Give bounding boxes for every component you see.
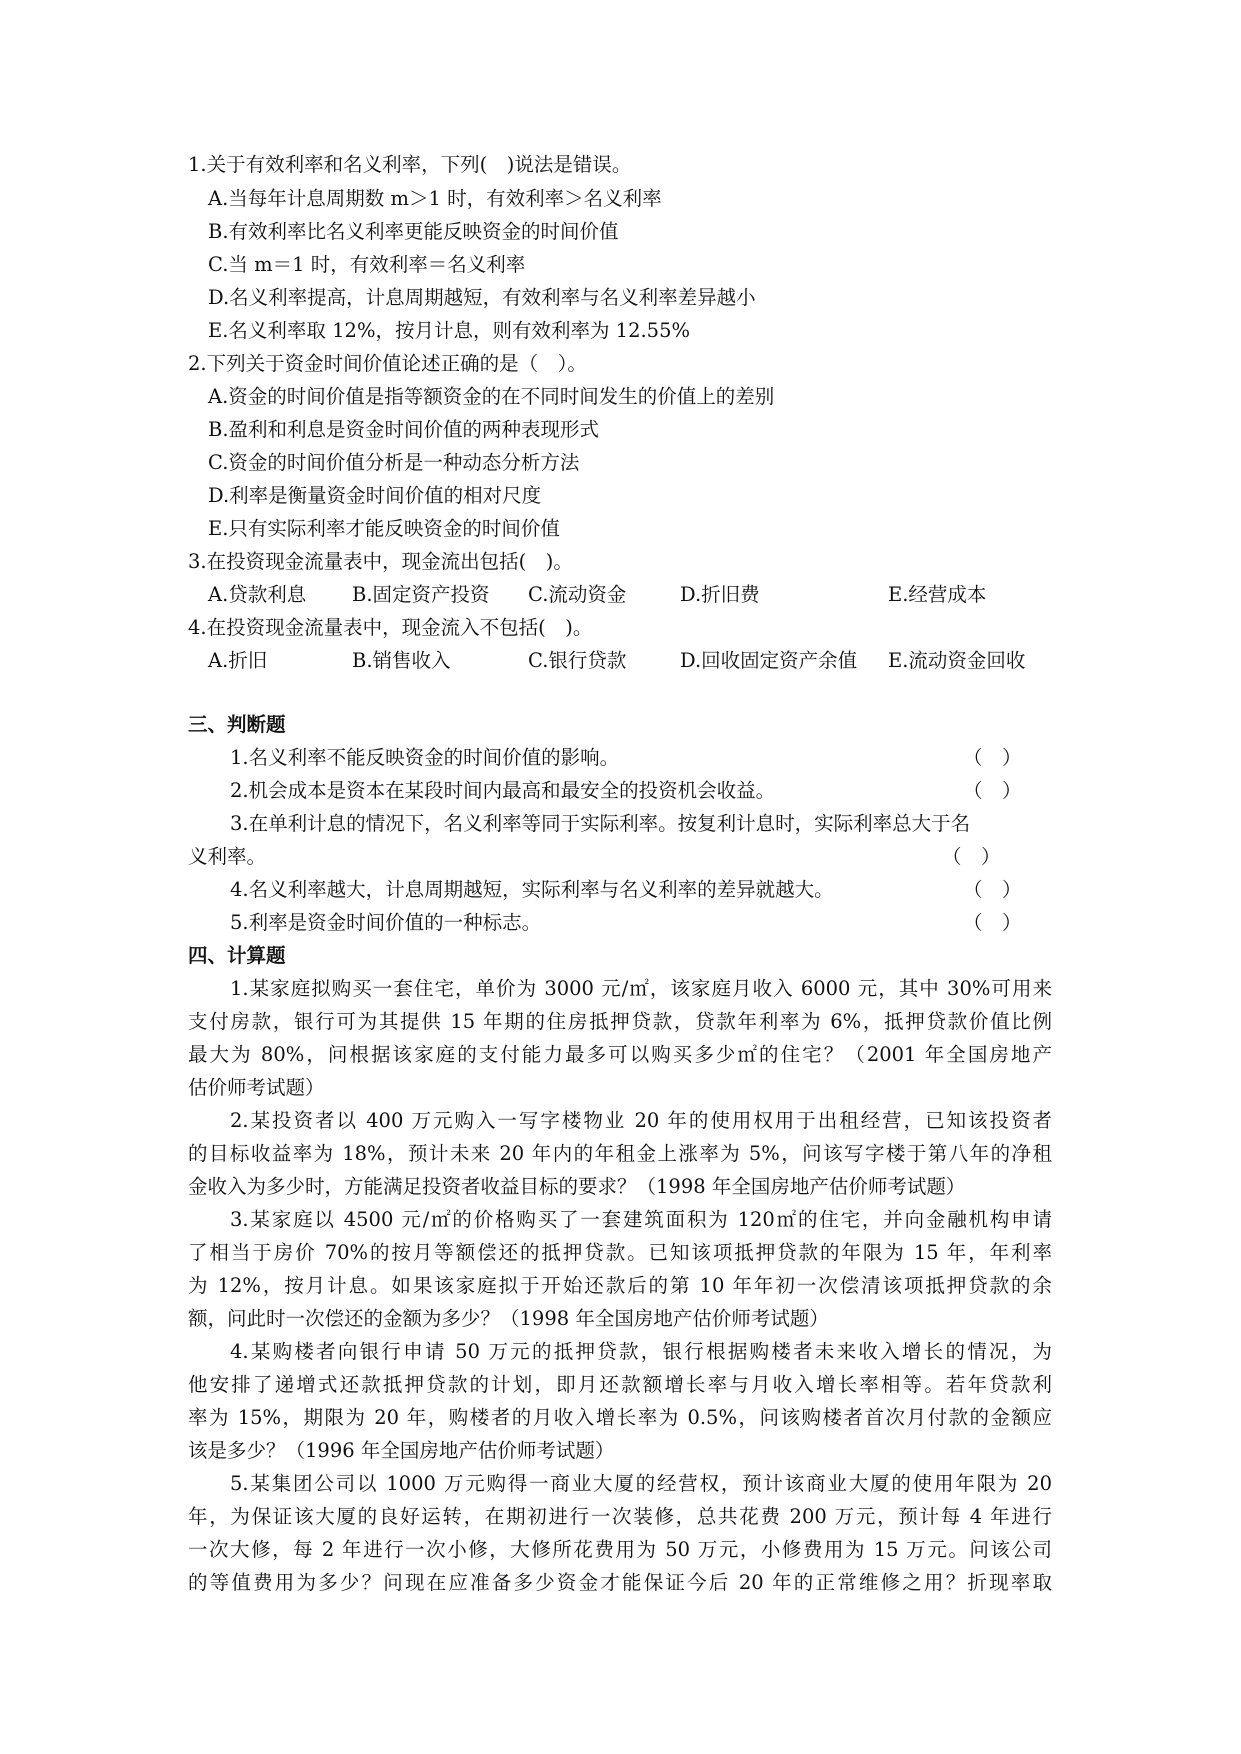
calc-line: 的等值费用为多少？问现在应准备多少资金才能保证今后 20 年的正常维修之用？折现率取 [188,1571,1052,1594]
calc-line: 金收入为多少时，方能满足投资者收益目标的要求？（1998 年全国房地产估价师考试题） [188,1175,966,1198]
question-3-option-d: D.折旧费 [680,583,760,606]
question-4-option-a: A.折旧 [208,649,268,672]
section-heading-judgement: 三、判断题 [188,713,286,736]
question-3-option-a: A.贷款利息 [208,583,307,606]
question-2-option-c: C.资金的时间价值分析是一种动态分析方法 [208,451,580,474]
judge-item-4-bracket: （ ） [963,878,1022,901]
judge-item-2: 2.机会成本是资本在某段时间内最高和最安全的投资机会收益。 [230,779,776,802]
calc-line: 最大为 80%，问根据该家庭的支付能力最多可以购买多少㎡的住宅？（2001 年全国房地产 [188,1043,1052,1066]
question-1-stem: 1.关于有效利率和名义利率，下列( )说法是错误。 [188,153,632,176]
question-4-option-b: B.销售收入 [352,649,451,672]
calc-line: 年，为保证该大厦的良好运转，在期初进行一次装修，总共花费 200 万元，预计每 4 年进行 [188,1505,1052,1528]
question-4-option-e: E.流动资金回收 [888,649,1026,672]
calc-line: 率为 15%，期限为 20 年，购楼者的月收入增长率为 0.5%，问该购楼者首次月付款的金额应 [188,1406,1052,1429]
calc-line: 支付房款，银行可为其提供 15 年期的住房抵押贷款，贷款年利率为 6%，抵押贷款价值比例 [188,1010,1052,1033]
judge-item-3-bracket: （ ） [942,845,1001,868]
calc-line: 该是多少？（1996 年全国房地产估价师考试题） [188,1439,615,1462]
question-1-option-a: A.当每年计息周期数 m＞1 时，有效利率＞名义利率 [208,187,662,210]
judge-item-1: 1.名义利率不能反映资金的时间价值的影响。 [230,746,620,769]
judge-item-4: 4.名义利率越大，计息周期越短，实际利率与名义利率的差异就越大。 [230,878,834,901]
question-3-option-e: E.经营成本 [888,583,987,606]
question-2-stem: 2.下列关于资金时间价值论述正确的是（ ）。 [188,352,587,375]
calc-line: 的目标收益率为 18%，预计未来 20 年内的年租金上涨率为 5%，问该写字楼于第八年的净租 [188,1142,1052,1165]
judge-item-2-bracket: （ ） [963,779,1022,802]
question-1-option-d: D.名义利率提高，计息周期越短，有效利率与名义利率差异越小 [208,286,756,309]
calc-line: 5.某集团公司以 1000 万元购得一商业大厦的经营权，预计该商业大厦的使用年限为 20 [230,1472,1052,1495]
calc-line: 一次大修，每 2 年进行一次小修，大修所花费用为 50 万元，小修费用为 15 万元。问该公司 [188,1538,1052,1561]
question-2-option-b: B.盈利和利息是资金时间价值的两种表现形式 [208,418,600,441]
question-4-option-c: C.银行贷款 [528,649,627,672]
calc-line: 2.某投资者以 400 万元购入一写字楼物业 20 年的使用权用于出租经营，已知该投资者 [230,1109,1052,1132]
calc-line: 3.某家庭以 4500 元/㎡的价格购买了一套建筑面积为 120㎡的住宅，并向金融机构申请 [230,1208,1052,1231]
calc-line: 额，问此时一次偿还的金额为多少？（1998 年全国房地产估价师考试题） [188,1307,829,1330]
question-2-option-a: A.资金的时间价值是指等额资金的在不同时间发生的价值上的差别 [208,385,775,408]
question-1-option-c: C.当 m＝1 时，有效利率＝名义利率 [208,253,526,276]
calc-line: 1.某家庭拟购买一套住宅，单价为 3000 元/㎡，该家庭月收入 6000 元，其中 30%可用来 [230,977,1052,1000]
question-4-option-d: D.回收固定资产余值 [680,649,858,672]
judge-item-1-bracket: （ ） [963,746,1022,769]
question-1-option-e: E.名义利率取 12%，按月计息，则有效利率为 12.55% [208,319,691,342]
section-heading-calculation: 四、计算题 [188,944,286,967]
judge-item-5-bracket: （ ） [963,911,1022,934]
calc-line: 估价师考试题） [188,1076,325,1099]
calc-line: 了相当于房价 70%的按月等额偿还的抵押贷款。已知该项抵押贷款的年限为 15 年，年利率 [188,1241,1052,1264]
judge-item-3-continued: 义利率。 [188,845,267,868]
question-3-stem: 3.在投资现金流量表中，现金流出包括( )。 [188,550,573,573]
calc-line: 4.某购楼者向银行申请 50 万元的抵押贷款，银行根据购楼者未来收入增长的情况，为 [230,1340,1052,1363]
judge-item-5: 5.利率是资金时间价值的一种标志。 [230,911,542,934]
question-1-option-b: B.有效利率比名义利率更能反映资金的时间价值 [208,220,619,243]
calc-line: 为 12%，按月计息。如果该家庭拟于开始还款后的第 10 年年初一次偿清该项抵押贷款的余 [188,1274,1052,1297]
question-4-stem: 4.在投资现金流量表中，现金流入不包括( )。 [188,616,593,639]
question-2-option-d: D.利率是衡量资金时间价值的相对尺度 [208,484,542,507]
calc-line: 他安排了递增式还款抵押贷款的计划，即月还款额增长率与月收入增长率相等。若年贷款利 [188,1373,1052,1396]
question-3-option-c: C.流动资金 [528,583,627,606]
question-2-option-e: E.只有实际利率才能反映资金的时间价值 [208,517,560,540]
judge-item-3: 3.在单利计息的情况下，名义利率等同于实际利率。按复利计息时，实际利率总大于名 [230,812,971,835]
question-3-option-b: B.固定资产投资 [352,583,490,606]
